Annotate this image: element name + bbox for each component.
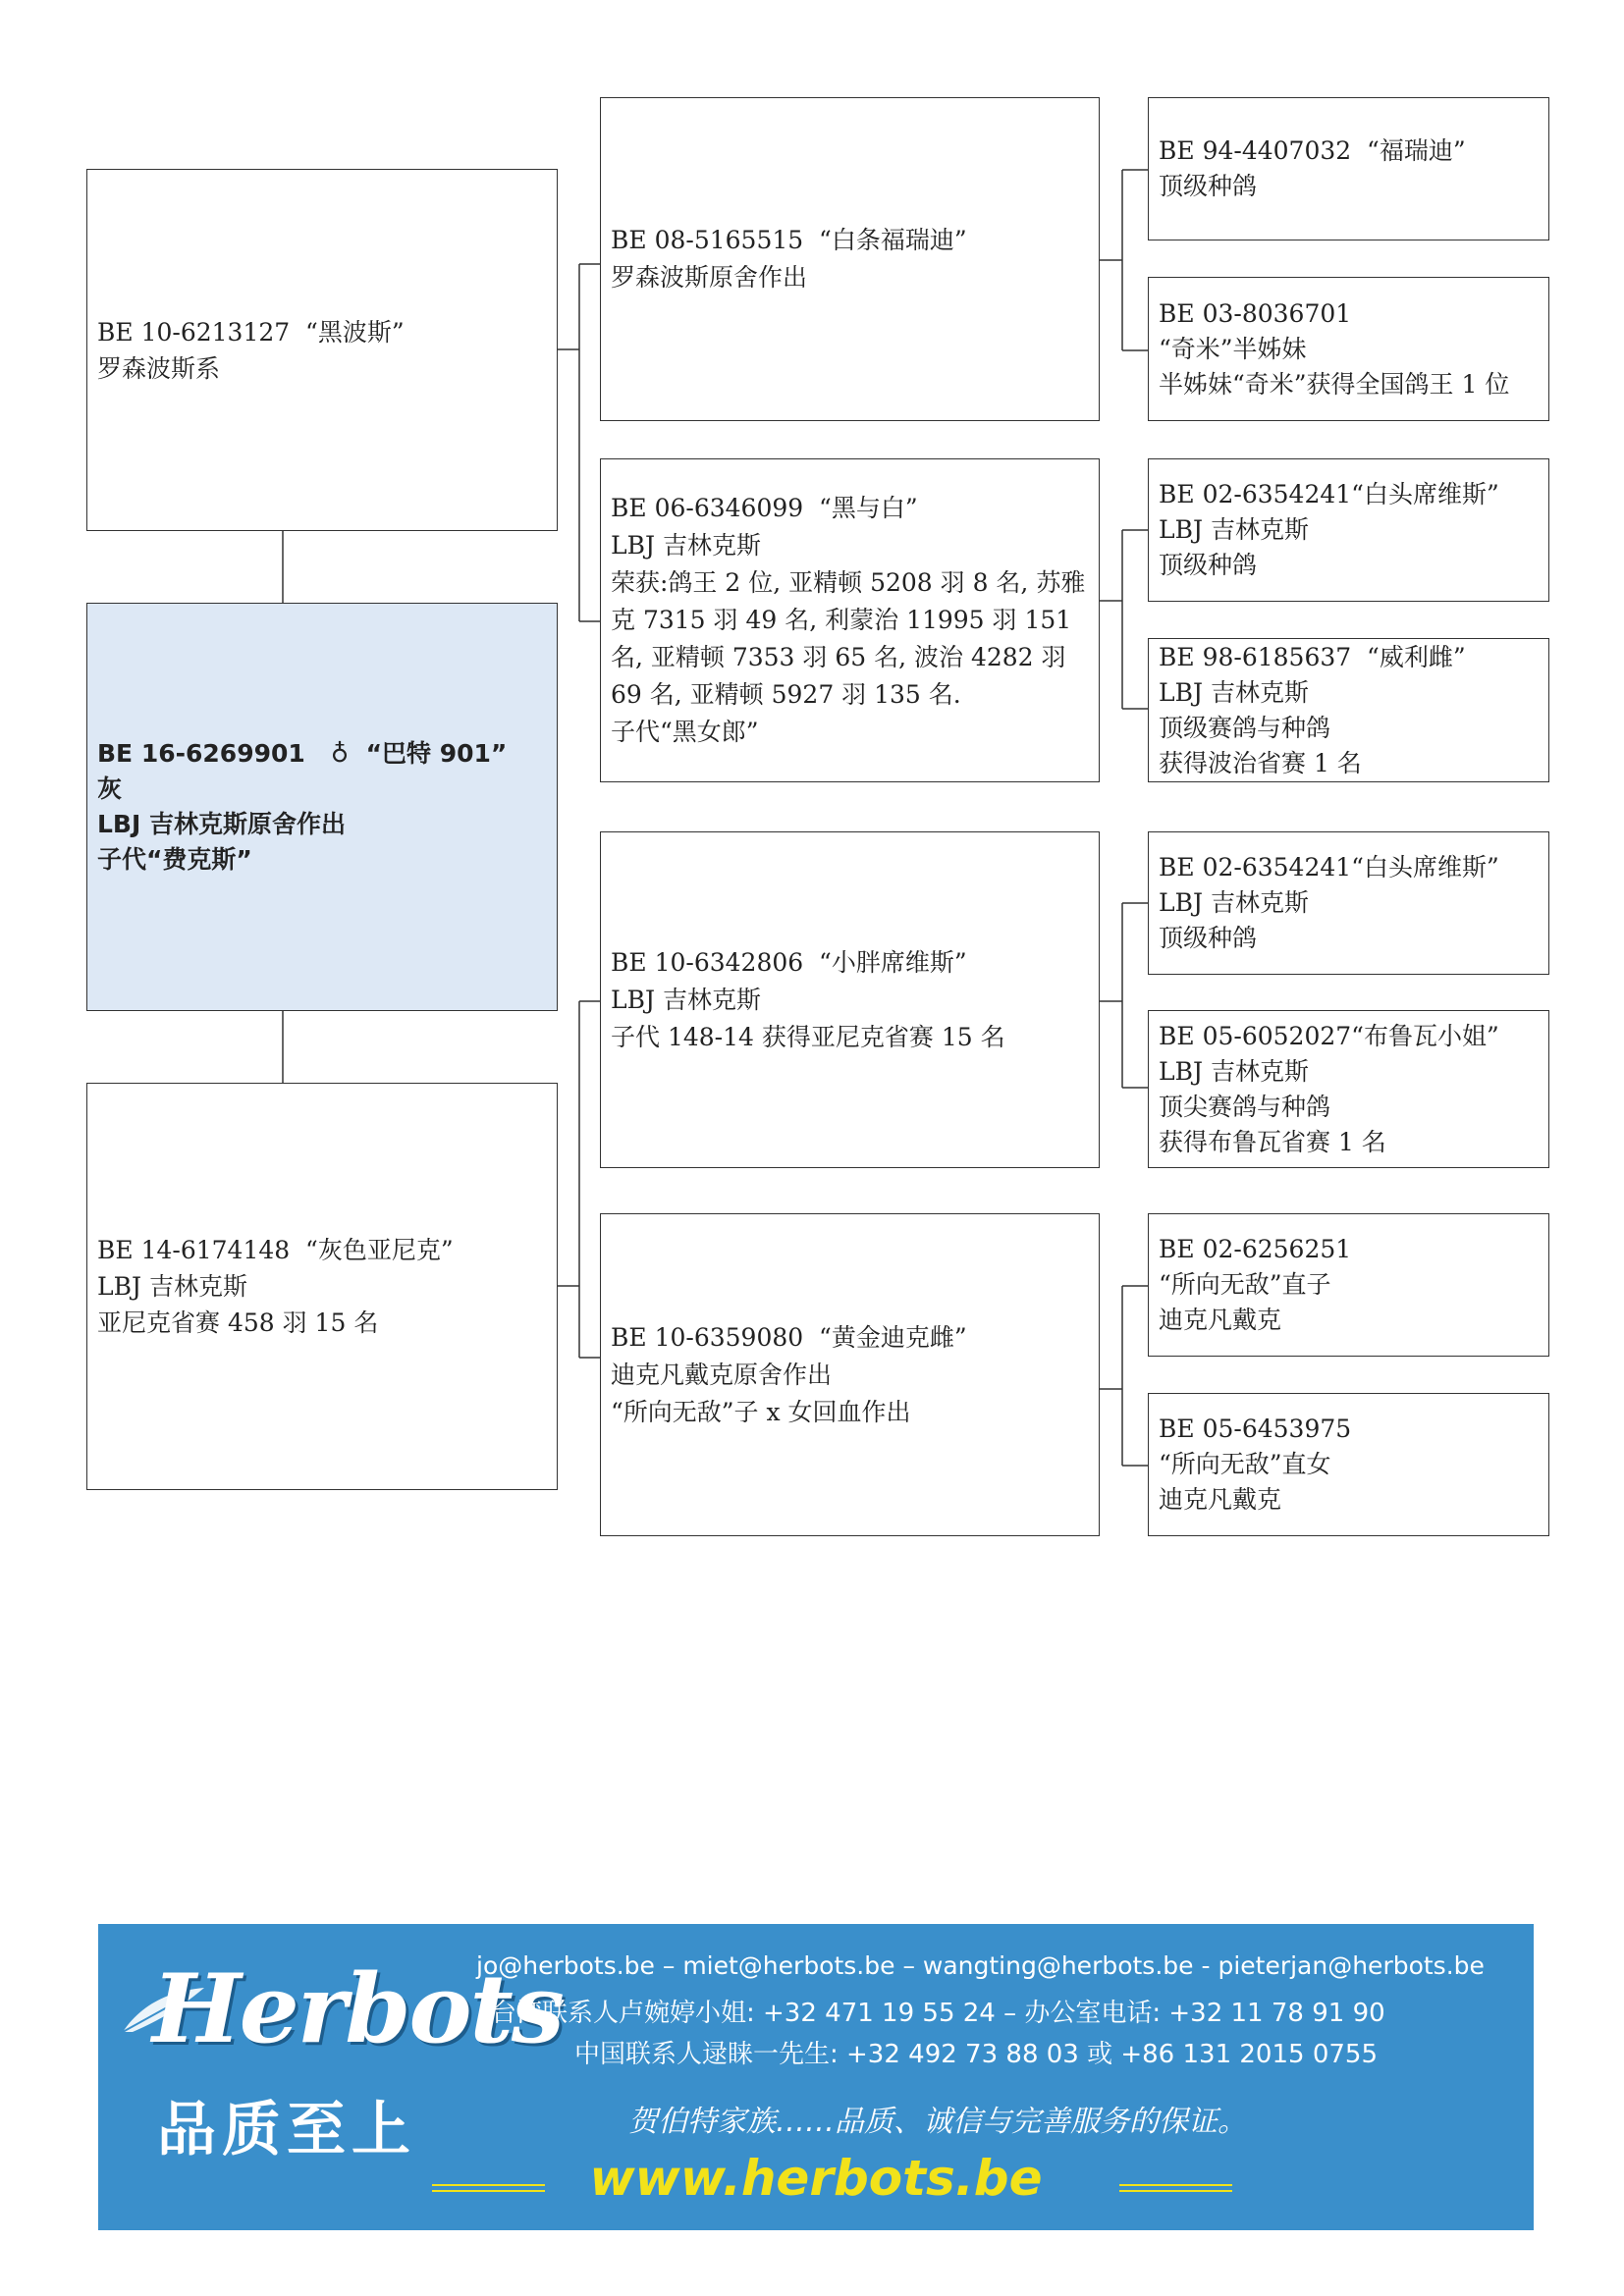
sd-dam-note: 顶级赛鸽与种鸽 [1159,713,1331,742]
sire-sire-box [600,97,1100,421]
dam-sire-box [600,831,1100,1168]
dd-dam-box [1148,1393,1549,1536]
ss-dam-note: 半姊妹“奇米”获得全国鸽王 1 位 [1159,369,1510,399]
subject-offspring: 子代“费克斯” [97,845,252,874]
herbots-banner [98,1924,1534,2230]
ds-dam-note: 顶尖赛鸽与种鸽 [1159,1092,1331,1121]
sire-dam-breeder: LBJ 吉林克斯 [611,531,761,560]
dam-dam-origin: 迪克凡戴克原舍作出 [611,1360,833,1389]
sire-dam-results: 荣获:鸽王 2 位, 亚精顿 5208 羽 8 名, 苏雅克 7315 羽 49 名, 利蒙治 11995 羽 151 名, 亚精顿 7353 羽 65 名, 波治 4282 羽 69 名, 亚精顿 5927 羽 135 名. [611,568,1086,709]
sd-dam-breeder: LBJ 吉林克斯 [1159,677,1309,707]
china-contact: 中国联系人逯睐一先生: +32 492 73 88 03 或 +86 131 2015 0755 [574,2040,1378,2069]
sd-dam-ring: BE 98-6185637 “威利雌” [1159,642,1466,671]
ss-dam-box [1148,277,1549,421]
ds-dam-ring: BE 05-6052027“布鲁瓦小姐” [1159,1021,1499,1050]
sire-box [86,169,558,531]
sire-sire-ring: BE 08-5165515 “白条福瑞迪” [611,226,967,254]
herbots-logo: Herbots [152,1953,563,2064]
dam-result: 亚尼克省赛 458 羽 15 名 [97,1308,379,1337]
dd-sire-breeder: 迪克凡戴克 [1159,1306,1282,1334]
dd-dam-ring: BE 05-6453975 [1159,1415,1352,1443]
dd-sire-box [1148,1213,1549,1357]
dam-dam-box [600,1213,1100,1536]
sire-line: 罗森波斯系 [97,353,221,383]
sire-dam-ring: BE 06-6346099 “黑与白” [611,494,918,522]
slogan: 品质至上 [157,2096,416,2164]
ds-sire-note: 顶级种鸽 [1159,924,1258,952]
ds-dam-breeder: LBJ 吉林克斯 [1159,1056,1309,1086]
website-link[interactable]: www.herbots.be [589,2150,1043,2207]
subject-box [86,603,558,1011]
dam-sire-ring: BE 10-6342806 “小胖席维斯” [611,947,967,977]
ss-sire-ring: BE 94-4407032 “福瑞迪” [1159,136,1466,165]
ss-dam-relation: “奇米”半姊妹 [1159,334,1307,363]
dam-breeder: LBJ 吉林克斯 [97,1272,247,1301]
dd-sire-relation: “所向无敌”直子 [1159,1270,1331,1299]
dd-sire-ring: BE 02-6256251 [1159,1235,1352,1263]
ds-dam-result: 获得布鲁瓦省赛 1 名 [1159,1127,1386,1156]
sd-sire-breeder: LBJ 吉林克斯 [1159,515,1309,544]
ds-sire-breeder: LBJ 吉林克斯 [1159,888,1309,917]
subject-ring: BE 16-6269901 ♁ “巴特 901” [97,739,508,768]
sire-sire-origin: 罗森波斯原舍作出 [611,263,808,292]
sd-sire-note: 顶级种鸽 [1159,551,1258,579]
dam-dam-note: “所向无敌”子 x 女回血作出 [611,1397,911,1426]
email-list: jo@herbots.be – miet@herbots.be – wangting@herbots.be - pieterjan@herbots.be [476,1951,1485,1980]
sd-dam-box [1148,638,1549,782]
sd-sire-ring: BE 02-6354241“白头席维斯” [1159,480,1499,508]
dam-ring: BE 14-6174148 “灰色亚尼克” [97,1236,454,1264]
tagline: 贺伯特家族……品质、诚信与完善服务的保证。 [628,2105,1247,2139]
subject-breeder: LBJ 吉林克斯原舍作出 [97,810,346,838]
sd-dam-result: 获得波治省赛 1 名 [1159,748,1362,777]
dd-dam-relation: “所向无敌”直女 [1159,1450,1331,1478]
taiwan-contact: 台湾联系人卢婉婷小姐: +32 471 19 55 24 – 办公室电话: +32 11 78 91 90 [491,1999,1385,2028]
dam-dam-ring: BE 10-6359080 “黄金迪克雌” [611,1322,967,1352]
sire-dam-box [600,458,1100,782]
sire-ring: BE 10-6213127 “黑波斯” [97,317,405,347]
dam-box [86,1083,558,1490]
dd-dam-breeder: 迪克凡戴克 [1159,1485,1282,1514]
sd-sire-box [1148,458,1549,602]
ss-dam-ring: BE 03-8036701 [1159,298,1352,328]
ds-sire-box [1148,831,1549,975]
ds-sire-ring: BE 02-6354241“白头席维斯” [1159,853,1499,881]
ss-sire-note: 顶级种鸽 [1159,172,1258,200]
sire-dam-offspring: 子代“黑女郎” [611,718,759,746]
dam-sire-breeder: LBJ 吉林克斯 [611,985,761,1014]
decor-line-right [1119,2184,1232,2192]
ds-dam-box [1148,1010,1549,1168]
subject-color: 灰 [97,774,123,803]
dam-sire-offspring: 子代 148-14 获得亚尼克省赛 15 名 [611,1022,1005,1051]
ss-sire-box [1148,97,1549,240]
